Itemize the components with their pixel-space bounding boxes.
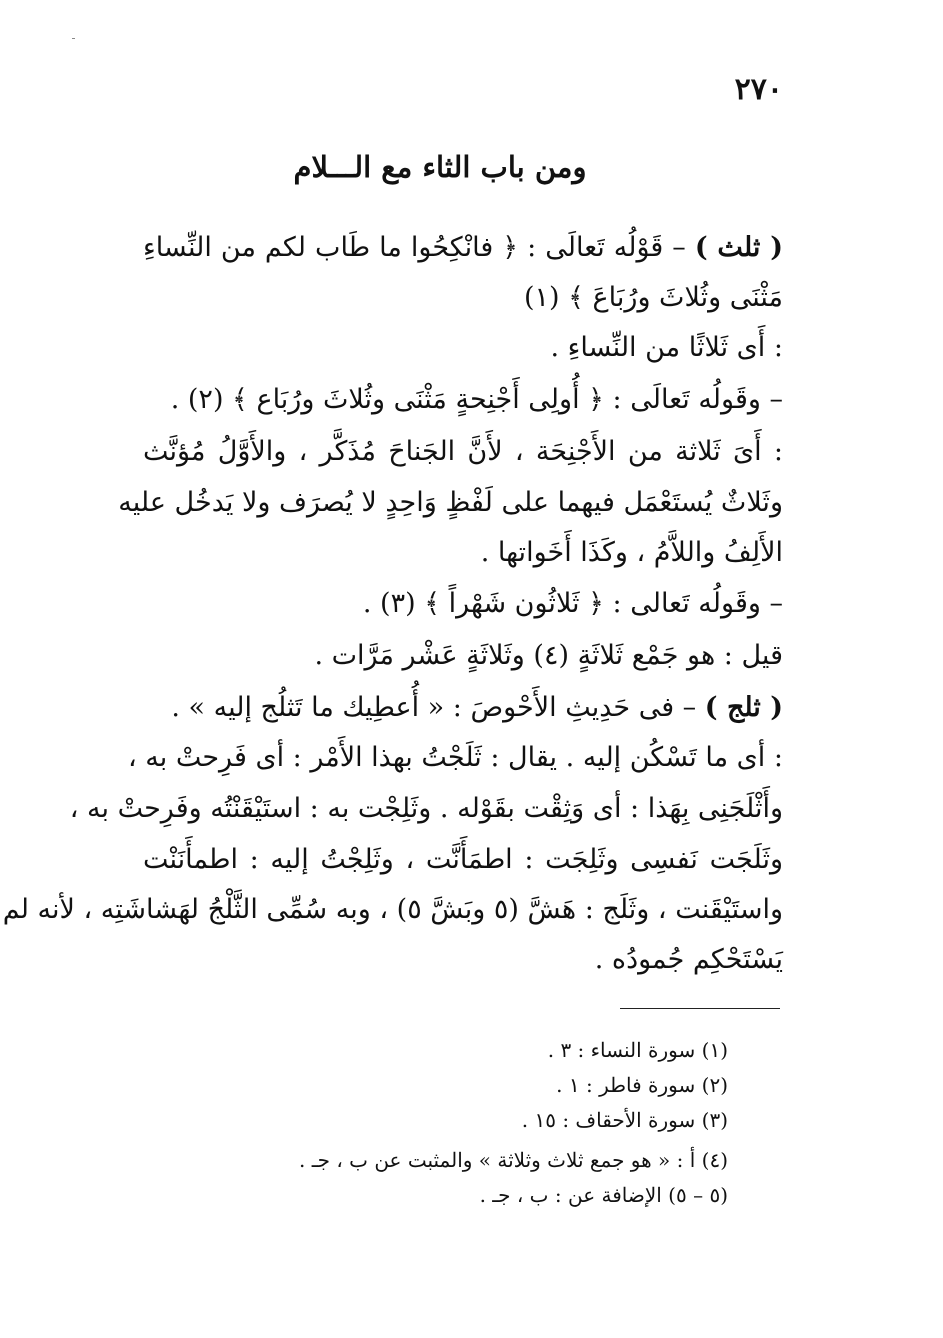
- scan-speck: [72, 38, 75, 39]
- footnote-3: (٣) سورة الأحقاف : ١٥ .: [521, 1108, 728, 1132]
- body-line-13: وثَلَجَت نَفسِى وثَلِجَت : اطمَأَنَّت ، وثَلِجْتُ إليه : اطمأَنَنْت: [143, 844, 783, 875]
- section-heading: ومن باب الثاء مع الـــلام: [293, 150, 587, 184]
- body-line-7: الأَلِفُ واللاَّمُ ، وكَذَا أَخَواتها .: [480, 537, 783, 568]
- body-line-4: – وقَولُه تَعالَى : ﴿ أُولِى أَجْنِحةٍ مَثْنَى وثُلاثَ ورُبَاع ﴾ (٢) .: [170, 384, 783, 415]
- body-line-9: قيل : هو جَمْع ثَلاثَةٍ (٤) وثَلاثَةٍ عَشْر مَرَّات .: [314, 640, 783, 671]
- body-line-6: وثَلاثٌ يُستَعْمَل فيهما على لَفْظٍ وَاحِدٍ لا يُصرَف ولا يَدخُل عليه: [118, 487, 783, 518]
- body-line-3: : أَى ثَلاثًا من النِّساءِ .: [550, 332, 783, 363]
- body-line-11: : أى ما تَسْكُن إليه . يقال : ثَلَجْتُ بهذا الأَمْر : أى فَرِحتْ به ،: [127, 742, 783, 773]
- body-line-15: يَسْتَحْكِم جُمودُه .: [594, 944, 783, 975]
- body-line-1-text: – قَوْلُه تَعالَى : ﴿ فانْكِحُوا ما طَاب لكم من النِّساءِ: [143, 232, 695, 263]
- footnote-2: (٢) سورة فاطر : ١ .: [556, 1073, 728, 1097]
- body-line-10: [143, 688, 783, 732]
- footnote-4: (٤) أ : « هو جمع ثلاث وثلاثة » والمثبت عن ب ، جـ .: [299, 1148, 728, 1172]
- page-number: ٢٧٠: [734, 72, 783, 107]
- body-line-8: – وقَولُه تَعالى : ﴿ ثَلاثُون شَهْراً ﴾ (٣) .: [362, 588, 783, 619]
- footnote-separator: [620, 1008, 780, 1009]
- body-line-2: مَثْنَى وثُلاثَ ورُبَاعَ ﴾ (١): [523, 282, 783, 313]
- entry-term-thalath: ( ثلث ): [694, 232, 783, 263]
- body-line-14: واستَيْقَنت ، وثَلَج : هَشَّ (٥ وبَشَّ ٥) ، وبه سُمِّى الثَّلْجُ لهَشاشَتِه ، لأنه لم: [2, 894, 783, 925]
- body-line-1: [143, 228, 783, 272]
- entry-term-thalaj: ( ثلج ): [704, 692, 783, 723]
- body-line-12: وأَثْلَجَنِى بِهَذا : أى وَثِقْت بقَوْله . وثَلِجْت به : استَيْقَنْتُه وفَرِحتْ به ،: [69, 793, 783, 824]
- footnote-5: (٥ – ٥) الإضافة عن : ب ، جـ .: [479, 1183, 728, 1207]
- body-line-5: : أَىَ ثَلاثة من الأَجْنِحَة ، لأَنَّ الجَناحَ مُذَكَّر ، والأَوَّلُ مُؤنَّث: [143, 436, 783, 467]
- footnote-1: (١) سورة النساء : ٣ .: [547, 1038, 728, 1062]
- body-line-10-text: – فى حَدِيثِ الأَحْوصَ : « أُعطِيك ما تَثلُج إليه » .: [171, 692, 705, 723]
